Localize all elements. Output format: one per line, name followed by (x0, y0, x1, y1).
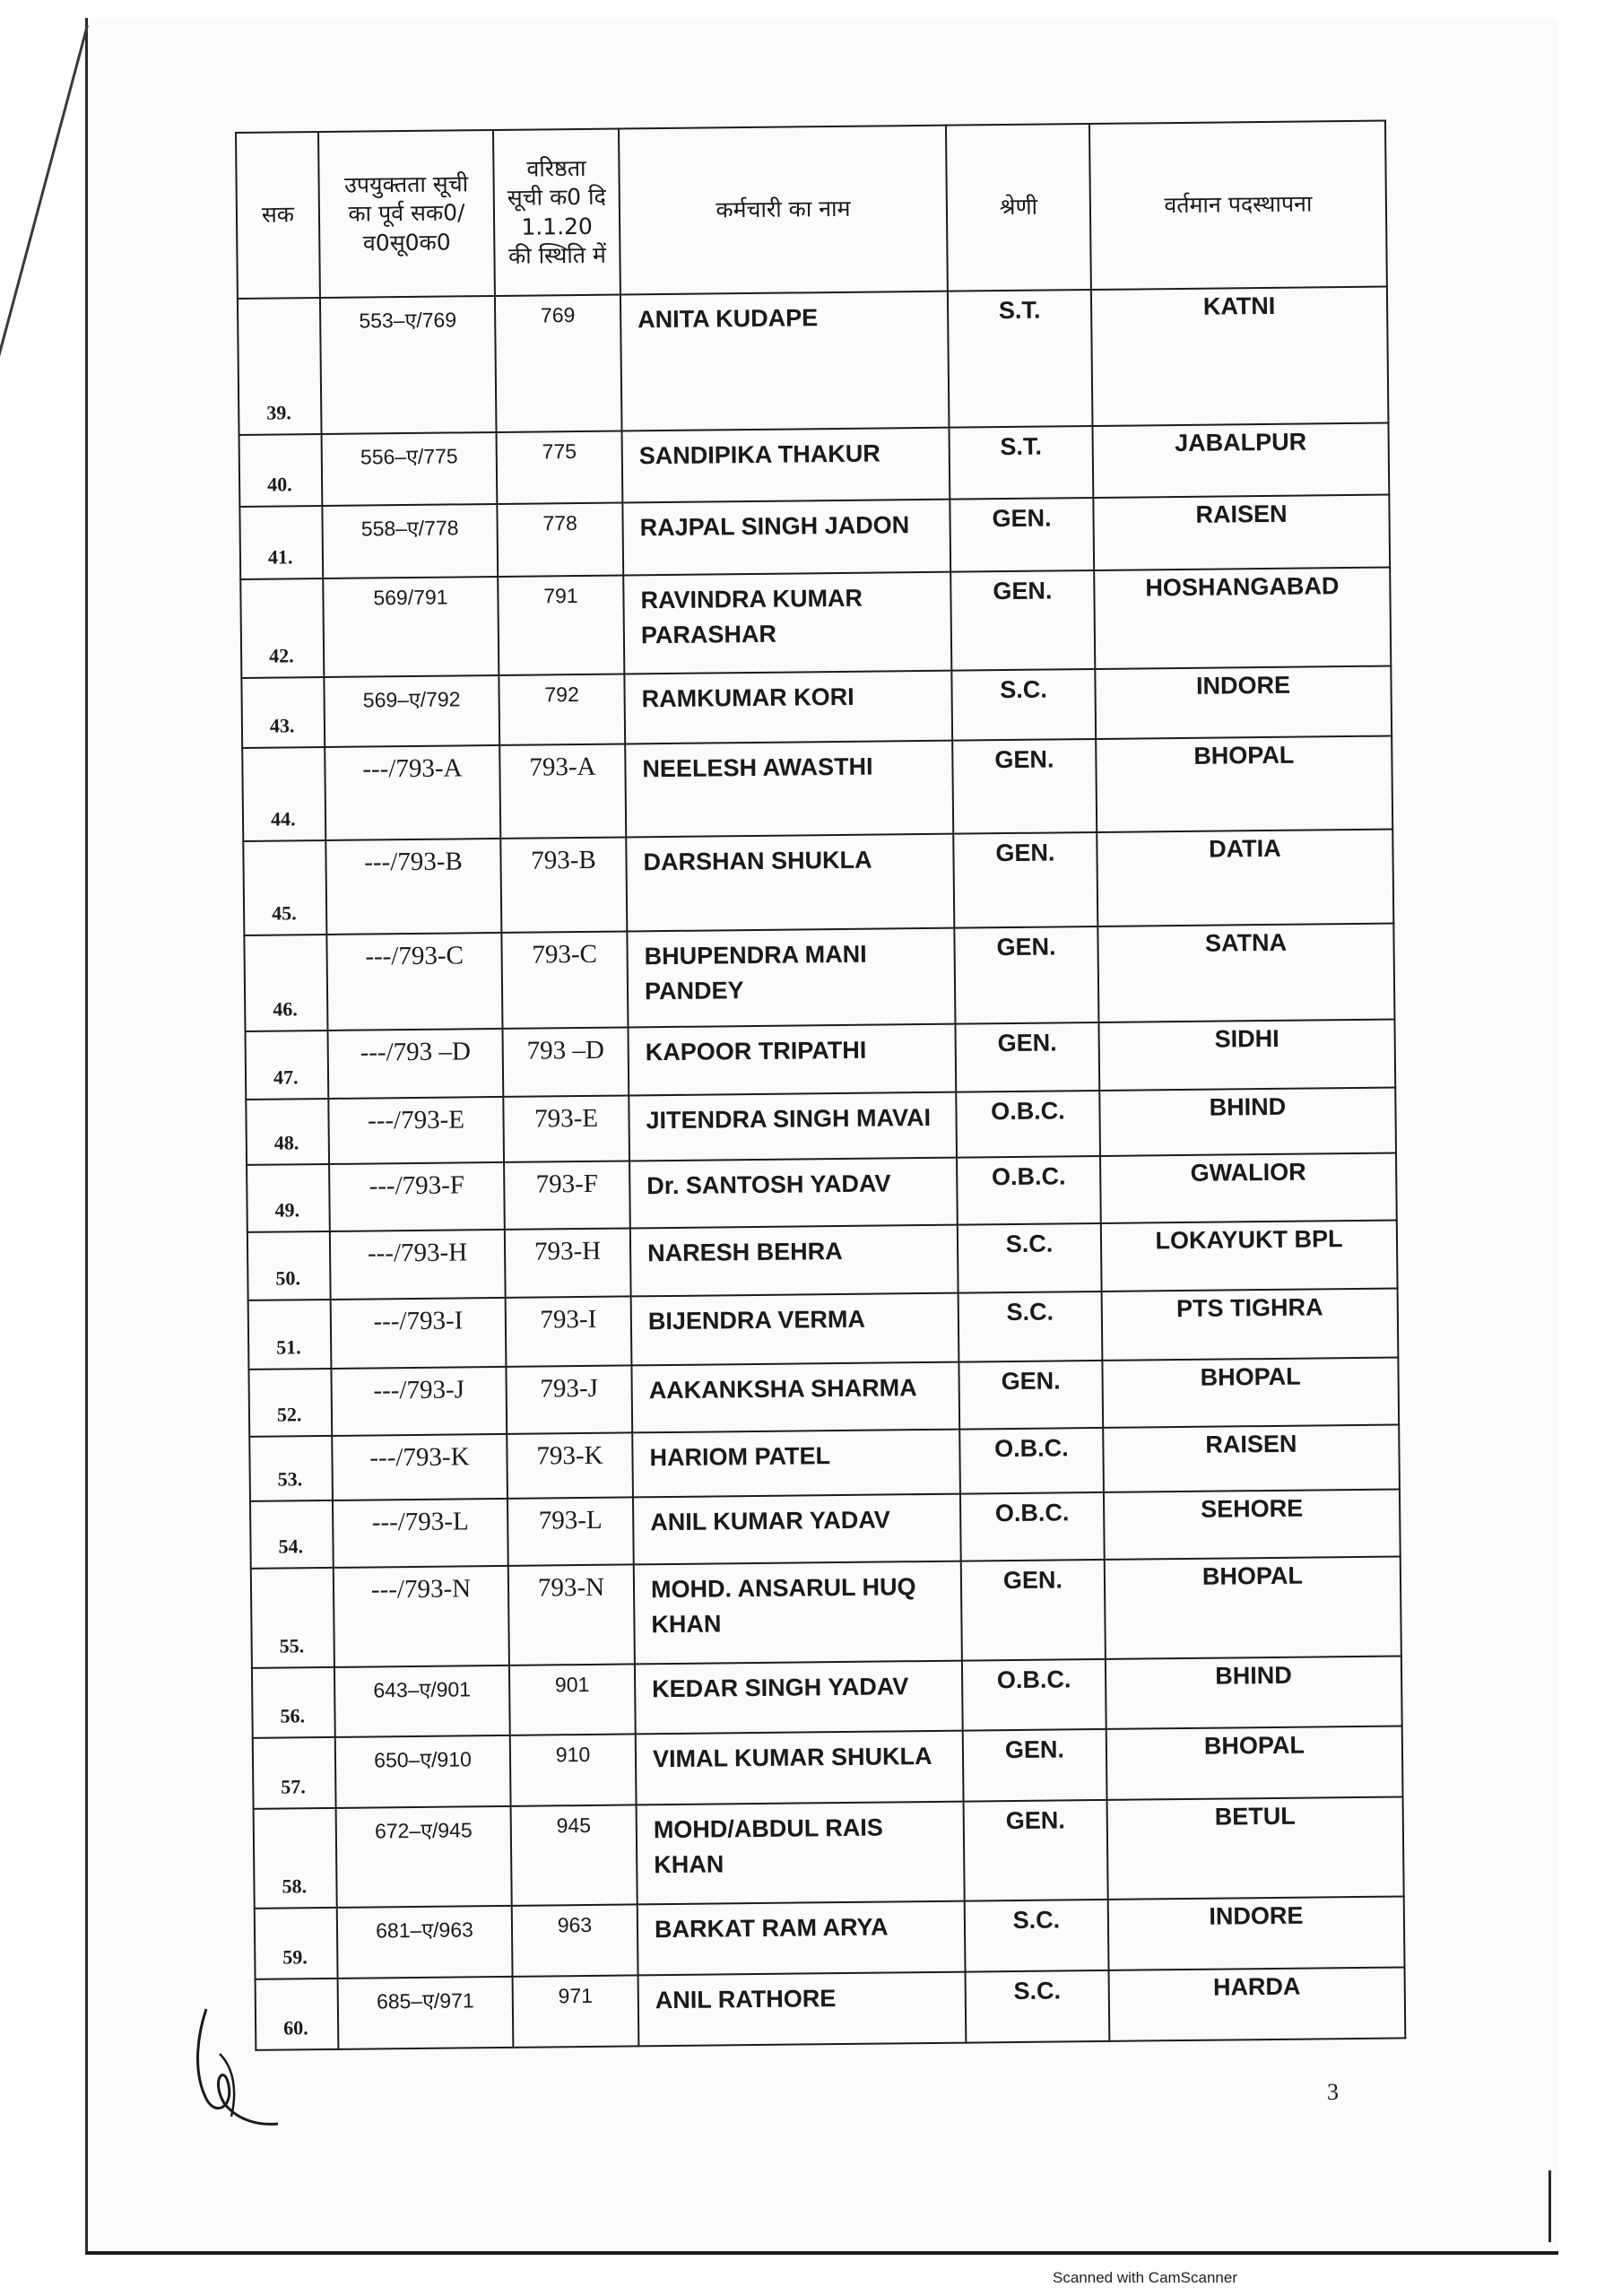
cell-current-posting: RAISEN (1093, 495, 1390, 570)
cell-serial-number: 40. (239, 434, 323, 508)
cell-category: S.C. (958, 1292, 1103, 1361)
cell-employee-name: ANIL KUMAR YADAV (633, 1494, 961, 1565)
cell-employee-name: HARIOM PATEL (632, 1429, 960, 1498)
cell-seniority-number: 775 (497, 430, 623, 504)
cell-previous-list-number: ---/793-E (328, 1096, 504, 1164)
table-row (240, 568, 1391, 678)
cell-seniority-number: 793-E (503, 1095, 629, 1162)
cell-employee-name: AAKANKSHA SHARMA (631, 1361, 959, 1432)
cell-previous-list-number: ---/793-A (325, 745, 500, 840)
cell-category: S.C. (965, 1900, 1109, 1972)
header-seniority-number: वरिष्ठता सूची क0 दि 1.1.20 की स्थिति में (493, 129, 620, 296)
cell-employee-name: ANITA KUDAPE (620, 291, 950, 430)
cell-current-posting: BHIND (1106, 1657, 1402, 1729)
cell-seniority-number: 793-K (507, 1432, 633, 1499)
page-right-edge (1548, 2170, 1551, 2242)
cell-previous-list-number: ---/793-N (334, 1566, 509, 1667)
cell-employee-name: RAJPAL SINGH JADON (622, 500, 950, 576)
table-row (239, 422, 1390, 507)
cell-previous-list-number: 569/791 (323, 577, 499, 676)
cell-employee-name: SANDIPIKA THAKUR (622, 427, 950, 503)
cell-current-posting: SIDHI (1098, 1019, 1395, 1090)
cell-current-posting: HOSHANGABAD (1094, 568, 1391, 669)
cell-current-posting: BHOPAL (1102, 1357, 1399, 1427)
table-row (242, 736, 1392, 842)
cell-seniority-number: 793-L (507, 1498, 634, 1566)
cell-category: O.B.C. (960, 1492, 1105, 1561)
table-row (248, 1288, 1399, 1369)
header-serial-number: सक (236, 132, 320, 299)
cell-category: O.B.C. (959, 1427, 1104, 1493)
cell-serial-number: 57. (253, 1737, 336, 1809)
table-row (254, 1796, 1404, 1909)
page-edge-shadow (0, 25, 89, 433)
table-row (247, 1221, 1398, 1300)
cell-current-posting: INDORE (1108, 1897, 1405, 1970)
cell-previous-list-number: ---/793-I (331, 1298, 507, 1369)
cell-current-posting: BHIND (1099, 1087, 1396, 1156)
table-header-row (236, 121, 1387, 299)
table-row (243, 830, 1393, 935)
cell-category: S.C. (966, 1970, 1110, 2043)
employee-posting-table (235, 120, 1406, 2051)
cell-employee-name: BIJENDRA VERMA (631, 1293, 959, 1366)
cell-previous-list-number: 553–ए/769 (320, 296, 497, 434)
cell-employee-name: KAPOOR TRIPATHI (628, 1023, 956, 1095)
cell-seniority-number: 793-B (500, 838, 627, 933)
handwritten-signature (188, 2000, 296, 2135)
cell-category: GEN. (964, 1800, 1108, 1901)
cell-category: GEN. (963, 1729, 1107, 1802)
cell-previous-list-number: 681–ए/963 (337, 1906, 513, 1979)
table-row (251, 1557, 1401, 1669)
cell-seniority-number: 793-C (501, 931, 628, 1029)
cell-previous-list-number: 685–ए/971 (338, 1977, 514, 2049)
header-current-posting: वर्तमान पदस्थापना (1089, 121, 1387, 290)
cell-current-posting: INDORE (1095, 665, 1392, 739)
cell-serial-number: 42. (240, 578, 324, 677)
cell-category: S.T. (949, 426, 1093, 500)
cell-current-posting: PTS TIGHRA (1102, 1288, 1399, 1360)
cell-seniority-number: 793-I (506, 1296, 632, 1366)
page-number: 3 (1327, 2079, 1339, 2105)
cell-previous-list-number: ---/793-H (330, 1230, 506, 1300)
cell-seniority-number: 769 (495, 295, 622, 432)
cell-seniority-number: 945 (511, 1805, 638, 1906)
cell-employee-name: MOHD. ANSARUL HUQ KHAN (634, 1561, 962, 1665)
cell-category: GEN. (953, 832, 1097, 927)
cell-previous-list-number: 650–ए/910 (335, 1735, 511, 1808)
cell-previous-list-number: 556–ए/775 (322, 432, 498, 507)
cell-current-posting: BETUL (1107, 1796, 1404, 1900)
cell-seniority-number: 793 –D (502, 1027, 629, 1096)
table-row (248, 1357, 1399, 1436)
cell-serial-number: 59. (255, 1908, 338, 1979)
cell-serial-number: 52. (248, 1369, 332, 1437)
cell-category: GEN. (958, 1361, 1103, 1429)
cell-serial-number: 39. (238, 298, 322, 435)
table-row (247, 1153, 1397, 1232)
cell-employee-name: BHUPENDRA MANI PANDEY (627, 927, 955, 1027)
cell-current-posting: KATNI (1091, 287, 1389, 426)
cell-current-posting: BHOPAL (1106, 1726, 1403, 1800)
cell-current-posting: LOKAYUKT BPL (1101, 1221, 1398, 1292)
cell-seniority-number: 793-H (505, 1229, 631, 1298)
cell-seniority-number: 792 (499, 674, 625, 745)
cell-seniority-number: 910 (510, 1735, 637, 1806)
table-row (256, 1967, 1406, 2049)
cell-previous-list-number: ---/793 –D (327, 1029, 503, 1099)
table-row (244, 923, 1394, 1031)
cell-employee-name: KEDAR SINGH YADAV (635, 1661, 963, 1735)
cell-employee-name: NEELESH AWASTHI (625, 741, 953, 838)
cell-serial-number: 45. (243, 840, 326, 935)
cell-current-posting: DATIA (1097, 830, 1393, 926)
table-row (238, 287, 1389, 435)
cell-previous-list-number: ---/793-F (329, 1162, 505, 1231)
cell-seniority-number: 791 (498, 576, 624, 675)
cell-category: S.C. (951, 669, 1096, 742)
cell-category: O.B.C. (956, 1090, 1100, 1157)
table-row (249, 1424, 1400, 1501)
cell-category: GEN. (950, 498, 1094, 572)
table-row (246, 1087, 1396, 1165)
cell-serial-number: 53. (249, 1435, 333, 1501)
cell-category: GEN. (954, 926, 1098, 1024)
table-row (255, 1897, 1405, 1979)
cell-category: S.T. (948, 290, 1093, 427)
cell-serial-number: 55. (251, 1568, 334, 1668)
cell-seniority-number: 963 (512, 1905, 638, 1977)
cell-category: O.B.C. (957, 1156, 1101, 1224)
header-category: श्रेणी (946, 124, 1091, 291)
cell-serial-number: 54. (250, 1500, 334, 1569)
table-row (241, 665, 1392, 748)
cell-serial-number: 49. (247, 1164, 330, 1232)
cell-employee-name: ANIL RATHORE (638, 1972, 967, 2047)
cell-serial-number: 44. (242, 747, 325, 841)
cell-previous-list-number: ---/793-K (332, 1433, 507, 1500)
cell-previous-list-number: ---/793-B (325, 839, 501, 934)
cell-category: O.B.C. (962, 1659, 1106, 1730)
table-row (239, 495, 1390, 579)
cell-current-posting: RAISEN (1103, 1424, 1400, 1492)
cell-current-posting: GWALIOR (1100, 1153, 1397, 1223)
cell-employee-name: JITENDRA SINGH MAVAI (629, 1091, 957, 1161)
cell-serial-number: 48. (246, 1098, 329, 1165)
cell-category: GEN. (950, 570, 1095, 670)
cell-serial-number: 56. (252, 1667, 335, 1738)
table-row (246, 1019, 1396, 1099)
cell-current-posting: SATNA (1097, 923, 1394, 1022)
cell-employee-name: DARSHAN SHUKLA (626, 834, 954, 931)
cell-previous-list-number: ---/793-J (331, 1367, 507, 1436)
cell-seniority-number: 793-A (499, 744, 626, 839)
cell-previous-list-number: 672–ए/945 (336, 1806, 512, 1908)
table-row (252, 1657, 1402, 1738)
cell-serial-number: 51. (248, 1300, 332, 1370)
table-row (253, 1726, 1403, 1809)
cell-seniority-number: 793-N (508, 1565, 635, 1666)
header-employee-name: कर्मचारी का नाम (619, 126, 948, 295)
cell-employee-name: Dr. SANTOSH YADAV (629, 1158, 958, 1229)
cell-current-posting: BHOPAL (1105, 1557, 1401, 1660)
cell-current-posting: HARDA (1109, 1967, 1406, 2040)
cell-employee-name: VIMAL KUMAR SHUKLA (636, 1731, 964, 1805)
cell-seniority-number: 901 (509, 1665, 636, 1735)
cell-seniority-number: 793-J (506, 1365, 632, 1433)
cell-seniority-number: 778 (497, 503, 623, 577)
table-body (238, 287, 1405, 2050)
cell-category: GEN. (961, 1560, 1106, 1661)
cell-employee-name: NARESH BEHRA (630, 1225, 958, 1297)
scanner-watermark: Scanned with CamScanner (1053, 2269, 1238, 2286)
cell-employee-name: BARKAT RAM ARYA (638, 1901, 966, 1976)
cell-category: S.C. (958, 1223, 1102, 1292)
cell-serial-number: 41. (239, 506, 323, 579)
cell-previous-list-number: 569–ए/792 (324, 674, 499, 747)
cell-previous-list-number: 643–ए/901 (334, 1665, 510, 1737)
cell-current-posting: JABALPUR (1092, 422, 1389, 498)
cell-category: GEN. (955, 1022, 1099, 1091)
cell-previous-list-number: 558–ए/778 (322, 504, 498, 578)
cell-serial-number: 46. (244, 935, 327, 1031)
cell-previous-list-number: ---/793-L (333, 1499, 508, 1568)
cell-current-posting: SEHORE (1104, 1490, 1401, 1560)
table-row (250, 1490, 1401, 1569)
cell-serial-number: 58. (254, 1808, 337, 1909)
cell-previous-list-number: ---/793-C (326, 933, 502, 1031)
cell-serial-number: 43. (241, 677, 325, 749)
cell-employee-name: RAVINDRA KUMAR PARASHAR (623, 572, 951, 674)
cell-current-posting: BHOPAL (1096, 736, 1392, 833)
cell-serial-number: 60. (256, 1979, 339, 2050)
cell-category: GEN. (952, 739, 1097, 834)
cell-serial-number: 50. (247, 1231, 331, 1300)
cell-seniority-number: 971 (513, 1975, 639, 2047)
header-previous-list-number: उपयुक्तता सूची का पूर्व सक0/व0सू0क0 (318, 130, 495, 298)
cell-seniority-number: 793-F (504, 1161, 630, 1230)
cell-employee-name: RAMKUMAR KORI (624, 670, 952, 744)
cell-employee-name: MOHD/ABDUL RAIS KHAN (637, 1802, 965, 1905)
cell-serial-number: 47. (246, 1031, 329, 1100)
